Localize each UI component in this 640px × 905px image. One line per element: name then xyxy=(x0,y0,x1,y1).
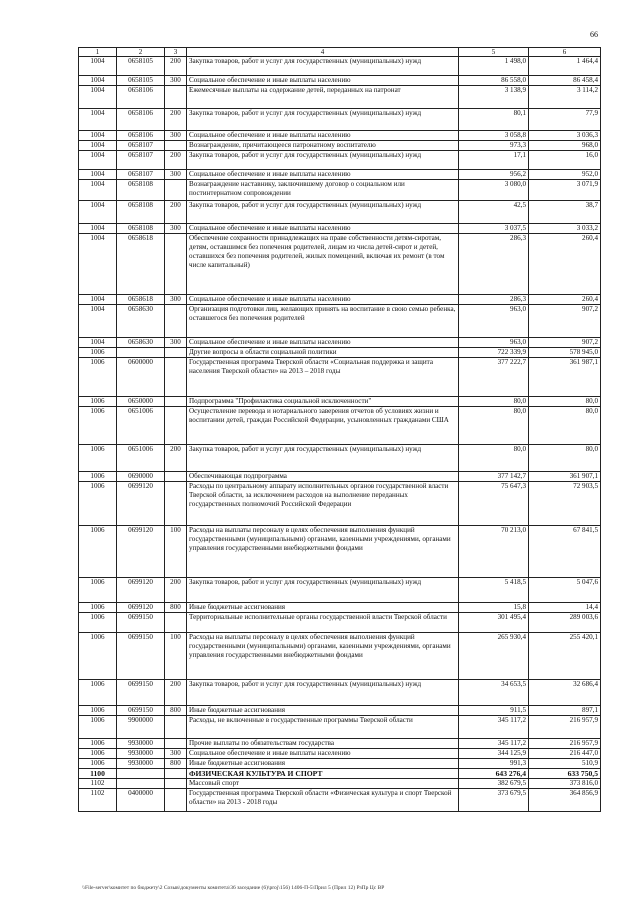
cell-expense-kind xyxy=(165,86,187,109)
cell-expense-kind xyxy=(165,613,187,633)
cell-section: 1004 xyxy=(79,141,117,151)
table-row xyxy=(79,295,601,305)
cell-amount-actual: 373 816,0 xyxy=(529,779,601,789)
table-row xyxy=(79,131,601,141)
cell-expense-kind: 200 xyxy=(165,445,187,472)
cell-amount-actual: 361 987,1 xyxy=(529,358,601,397)
cell-target-article xyxy=(117,769,165,779)
cell-description: Расходы по центральному аппарату исполнительных органов государственной власти Тверской области, за исключением расходов на выполнение переданных государственных полномочий Российской Федерации xyxy=(187,482,459,526)
cell-section: 1006 xyxy=(79,716,117,739)
cell-description: Вознаграждение, причитающееся патронатному воспитателю xyxy=(187,141,459,151)
table-header-row xyxy=(79,48,601,57)
cell-section: 1006 xyxy=(79,482,117,526)
page-number: 66 xyxy=(590,30,598,39)
table-row xyxy=(79,759,601,769)
cell-expense-kind xyxy=(165,716,187,739)
table-row xyxy=(79,338,601,348)
cell-description: Другие вопросы в области социальной политики xyxy=(187,348,459,358)
cell-section: 1004 xyxy=(79,234,117,295)
cell-amount-plan: 3 037,5 xyxy=(459,224,529,234)
cell-amount-actual: 216 447,0 xyxy=(529,749,601,759)
cell-target-article: 0658630 xyxy=(117,305,165,338)
cell-amount-actual: 16,0 xyxy=(529,151,601,170)
cell-section: 1006 xyxy=(79,613,117,633)
cell-amount-plan: 373 679,5 xyxy=(459,789,529,812)
cell-expense-kind xyxy=(165,779,187,789)
cell-description: Закупка товаров, работ и услуг для государственных (муниципальных) нужд xyxy=(187,109,459,131)
table-row xyxy=(79,789,601,812)
cell-amount-plan: 345 117,2 xyxy=(459,716,529,739)
cell-expense-kind xyxy=(165,348,187,358)
cell-target-article: 0699150 xyxy=(117,613,165,633)
cell-amount-plan: 75 647,3 xyxy=(459,482,529,526)
cell-section: 1004 xyxy=(79,295,117,305)
cell-description: Территориальные исполнительные органы государственной власти Тверской области xyxy=(187,613,459,633)
cell-target-article: 0699120 xyxy=(117,482,165,526)
cell-target-article: 9930000 xyxy=(117,739,165,749)
cell-expense-kind xyxy=(165,305,187,338)
cell-section: 1004 xyxy=(79,201,117,224)
cell-expense-kind xyxy=(165,482,187,526)
cell-target-article: 0658105 xyxy=(117,76,165,86)
col-header-amount-plan: 5 xyxy=(459,48,529,57)
cell-target-article: 0600000 xyxy=(117,358,165,397)
cell-target-article xyxy=(117,779,165,789)
cell-target-article: 0658108 xyxy=(117,224,165,234)
cell-description: Закупка товаров, работ и услуг для государственных (муниципальных) нужд xyxy=(187,201,459,224)
table-row xyxy=(79,86,601,109)
cell-amount-actual: 67 841,5 xyxy=(529,526,601,578)
cell-section: 1100 xyxy=(79,769,117,779)
cell-section: 1004 xyxy=(79,170,117,180)
cell-description: Массовый спорт xyxy=(187,779,459,789)
cell-expense-kind: 300 xyxy=(165,131,187,141)
cell-amount-plan: 5 418,5 xyxy=(459,578,529,603)
cell-expense-kind xyxy=(165,769,187,779)
cell-section: 1004 xyxy=(79,338,117,348)
cell-description: Социальное обеспечение и иные выплаты населению xyxy=(187,338,459,348)
table-row xyxy=(79,633,601,680)
cell-amount-plan: 973,3 xyxy=(459,141,529,151)
table-row xyxy=(79,680,601,706)
cell-description: Закупка товаров, работ и услуг для государственных (муниципальных) нужд xyxy=(187,151,459,170)
table-row xyxy=(79,603,601,613)
col-header-section: 1 xyxy=(79,48,117,57)
table-body xyxy=(79,57,601,812)
cell-expense-kind: 800 xyxy=(165,706,187,716)
table-row xyxy=(79,180,601,201)
cell-amount-actual: 952,0 xyxy=(529,170,601,180)
cell-amount-plan: 42,5 xyxy=(459,201,529,224)
table-row xyxy=(79,482,601,526)
cell-target-article: 0650000 xyxy=(117,397,165,407)
table-row xyxy=(79,578,601,603)
table-row xyxy=(79,141,601,151)
table-row xyxy=(79,348,601,358)
cell-expense-kind xyxy=(165,358,187,397)
cell-amount-actual: 260,4 xyxy=(529,234,601,295)
cell-expense-kind: 200 xyxy=(165,680,187,706)
cell-section: 1006 xyxy=(79,358,117,397)
cell-description: Расходы на выплаты персоналу в целях обеспечения выполнения функций государственными (муниципальными) органами, казенными учреждениями, органами управления государственными внебюджетными фондами xyxy=(187,633,459,680)
cell-target-article: 0400000 xyxy=(117,789,165,812)
cell-amount-plan: 286,3 xyxy=(459,234,529,295)
cell-target-article: 0658106 xyxy=(117,86,165,109)
cell-expense-kind: 300 xyxy=(165,224,187,234)
cell-description: Обеспечивающая подпрограмма xyxy=(187,472,459,482)
cell-description: Расходы на выплаты персоналу в целях обеспечения выполнения функций государственными (муниципальными) органами, казенными учреждениями, органами управления государственными внебюджетными фондами xyxy=(187,526,459,578)
table-row xyxy=(79,234,601,295)
cell-expense-kind: 300 xyxy=(165,338,187,348)
cell-section: 1006 xyxy=(79,348,117,358)
cell-target-article xyxy=(117,348,165,358)
cell-target-article: 0658107 xyxy=(117,151,165,170)
cell-amount-plan: 1 498,0 xyxy=(459,57,529,76)
cell-description: Осуществление перевода и нотариального заверения отчетов об условиях жизни и воспитании детей, граждан Российской Федерации, усыновленных гражданами США xyxy=(187,407,459,445)
cell-target-article: 0658108 xyxy=(117,201,165,224)
cell-amount-plan: 17,1 xyxy=(459,151,529,170)
cell-amount-actual: 260,4 xyxy=(529,295,601,305)
cell-description: Иные бюджетные ассигнования xyxy=(187,603,459,613)
cell-target-article: 0658106 xyxy=(117,109,165,131)
cell-section: 1006 xyxy=(79,706,117,716)
cell-amount-actual: 897,1 xyxy=(529,706,601,716)
cell-amount-actual: 5 047,6 xyxy=(529,578,601,603)
cell-amount-actual: 80,0 xyxy=(529,397,601,407)
cell-target-article: 0699150 xyxy=(117,680,165,706)
cell-expense-kind: 800 xyxy=(165,603,187,613)
cell-description: Расходы, не включенные в государственные программы Тверской области xyxy=(187,716,459,739)
col-header-target: 2 xyxy=(117,48,165,57)
cell-target-article: 0658618 xyxy=(117,295,165,305)
cell-target-article: 0651006 xyxy=(117,445,165,472)
cell-expense-kind: 300 xyxy=(165,749,187,759)
cell-amount-plan: 286,3 xyxy=(459,295,529,305)
cell-amount-actual: 578 945,0 xyxy=(529,348,601,358)
file-path-footer: \\File-server\комитет по бюджету\2 Созыв\документы комитета\36 заседание (6)\proj\156) 1406-П-5\Прил 5 (Прил 12) РзПр Цс ВР xyxy=(82,885,385,891)
cell-expense-kind: 300 xyxy=(165,295,187,305)
cell-target-article: 0699150 xyxy=(117,706,165,716)
cell-description: Социальное обеспечение и иные выплаты населению xyxy=(187,131,459,141)
cell-target-article: 0690000 xyxy=(117,472,165,482)
cell-expense-kind xyxy=(165,397,187,407)
cell-amount-actual: 907,2 xyxy=(529,305,601,338)
cell-amount-plan: 344 125,9 xyxy=(459,749,529,759)
cell-target-article: 9900000 xyxy=(117,716,165,739)
cell-amount-actual: 216 957,9 xyxy=(529,739,601,749)
cell-section: 1004 xyxy=(79,305,117,338)
table-row xyxy=(79,305,601,338)
cell-description: Социальное обеспечение и иные выплаты населению xyxy=(187,224,459,234)
cell-amount-plan: 991,3 xyxy=(459,759,529,769)
cell-amount-actual: 255 420,1 xyxy=(529,633,601,680)
cell-amount-plan: 722 339,9 xyxy=(459,348,529,358)
cell-expense-kind xyxy=(165,739,187,749)
cell-description: Социальное обеспечение и иные выплаты населению xyxy=(187,295,459,305)
cell-target-article: 0658107 xyxy=(117,141,165,151)
table-row xyxy=(79,526,601,578)
cell-section: 1006 xyxy=(79,578,117,603)
cell-amount-plan: 911,5 xyxy=(459,706,529,716)
cell-expense-kind xyxy=(165,141,187,151)
cell-amount-plan: 643 276,4 xyxy=(459,769,529,779)
cell-description: Социальное обеспечение и иные выплаты населению xyxy=(187,170,459,180)
table-row xyxy=(79,76,601,86)
cell-target-article: 0658108 xyxy=(117,180,165,201)
table-row xyxy=(79,151,601,170)
cell-amount-plan: 80,1 xyxy=(459,109,529,131)
cell-amount-plan: 3 138,9 xyxy=(459,86,529,109)
cell-target-article: 0658107 xyxy=(117,170,165,180)
cell-description: Закупка товаров, работ и услуг для государственных (муниципальных) нужд xyxy=(187,578,459,603)
cell-description: Социальное обеспечение и иные выплаты населению xyxy=(187,76,459,86)
cell-amount-actual: 3 071,9 xyxy=(529,180,601,201)
cell-expense-kind: 200 xyxy=(165,109,187,131)
cell-expense-kind: 200 xyxy=(165,57,187,76)
cell-description: Ежемесячные выплаты на содержание детей, переданных на патронат xyxy=(187,86,459,109)
cell-section: 1006 xyxy=(79,407,117,445)
cell-description: Социальное обеспечение и иные выплаты населению xyxy=(187,749,459,759)
table-row xyxy=(79,57,601,76)
cell-expense-kind xyxy=(165,407,187,445)
cell-description: Государственная программа Тверской области «Социальная поддержка и защита населения Тверской области» на 2013 – 2018 годы xyxy=(187,358,459,397)
table-row xyxy=(79,201,601,224)
cell-amount-actual: 364 856,9 xyxy=(529,789,601,812)
cell-expense-kind: 300 xyxy=(165,76,187,86)
cell-amount-plan: 345 117,2 xyxy=(459,739,529,749)
cell-section: 1006 xyxy=(79,526,117,578)
cell-expense-kind: 200 xyxy=(165,201,187,224)
cell-amount-plan: 963,0 xyxy=(459,338,529,348)
cell-section: 1006 xyxy=(79,445,117,472)
cell-expense-kind: 300 xyxy=(165,170,187,180)
table-row xyxy=(79,445,601,472)
cell-amount-actual: 907,2 xyxy=(529,338,601,348)
cell-amount-actual: 86 458,4 xyxy=(529,76,601,86)
cell-target-article: 0658630 xyxy=(117,338,165,348)
cell-amount-plan: 265 930,4 xyxy=(459,633,529,680)
table-row xyxy=(79,397,601,407)
cell-target-article: 0699120 xyxy=(117,578,165,603)
col-header-kind: 3 xyxy=(165,48,187,57)
cell-target-article: 0658618 xyxy=(117,234,165,295)
table-row xyxy=(79,706,601,716)
cell-amount-plan: 956,2 xyxy=(459,170,529,180)
cell-section: 1004 xyxy=(79,109,117,131)
cell-description: Прочие выплаты по обязательствам государства xyxy=(187,739,459,749)
cell-description: Иные бюджетные ассигнования xyxy=(187,759,459,769)
cell-section: 1006 xyxy=(79,633,117,680)
cell-section: 1004 xyxy=(79,151,117,170)
cell-section: 1006 xyxy=(79,397,117,407)
cell-expense-kind: 200 xyxy=(165,578,187,603)
cell-target-article: 9930000 xyxy=(117,759,165,769)
cell-description: Подпрограмма "Профилактика социальной исключенности" xyxy=(187,397,459,407)
cell-description: Иные бюджетные ассигнования xyxy=(187,706,459,716)
cell-target-article: 0651006 xyxy=(117,407,165,445)
cell-amount-plan: 377 142,7 xyxy=(459,472,529,482)
cell-amount-actual: 72 903,5 xyxy=(529,482,601,526)
cell-expense-kind xyxy=(165,789,187,812)
table-row xyxy=(79,779,601,789)
cell-amount-plan: 86 558,0 xyxy=(459,76,529,86)
cell-target-article: 9930000 xyxy=(117,749,165,759)
cell-amount-actual: 510,9 xyxy=(529,759,601,769)
col-header-amount-actual: 6 xyxy=(529,48,601,57)
table-row xyxy=(79,170,601,180)
cell-amount-plan: 15,8 xyxy=(459,603,529,613)
table-row xyxy=(79,109,601,131)
cell-amount-actual: 633 750,5 xyxy=(529,769,601,779)
cell-amount-plan: 80,0 xyxy=(459,445,529,472)
cell-expense-kind: 100 xyxy=(165,633,187,680)
cell-amount-plan: 963,0 xyxy=(459,305,529,338)
cell-section: 1004 xyxy=(79,180,117,201)
cell-section: 1006 xyxy=(79,739,117,749)
cell-amount-plan: 3 058,8 xyxy=(459,131,529,141)
cell-description: Обеспечение сохранности принадлежащих на праве собственности детям-сиротам, детям, оставшимся без попечения родителей, лицам из числа детей-сирот и детей, оставшихся без попечения родителей, жилых помещений, включая их ремонт (в том числе капитальный) xyxy=(187,234,459,295)
cell-description: Государственная программа Тверской области «Физическая культура и спорт Тверской области» на 2013 - 2018 годы xyxy=(187,789,459,812)
cell-amount-actual: 77,9 xyxy=(529,109,601,131)
cell-section: 1004 xyxy=(79,57,117,76)
table-row xyxy=(79,716,601,739)
cell-section: 1004 xyxy=(79,76,117,86)
cell-amount-actual: 32 686,4 xyxy=(529,680,601,706)
cell-amount-plan: 70 213,0 xyxy=(459,526,529,578)
cell-amount-actual: 80,0 xyxy=(529,407,601,445)
cell-amount-plan: 80,0 xyxy=(459,407,529,445)
cell-amount-plan: 80,0 xyxy=(459,397,529,407)
cell-section: 1006 xyxy=(79,759,117,769)
cell-section: 1102 xyxy=(79,779,117,789)
cell-amount-plan: 377 222,7 xyxy=(459,358,529,397)
table-row xyxy=(79,407,601,445)
cell-description: Вознаграждение наставнику, заключившему договор о социальном или постинтернатном сопровождении xyxy=(187,180,459,201)
cell-section: 1006 xyxy=(79,603,117,613)
col-header-description: 4 xyxy=(187,48,459,57)
cell-description: Закупка товаров, работ и услуг для государственных (муниципальных) нужд xyxy=(187,445,459,472)
cell-target-article: 0699120 xyxy=(117,526,165,578)
cell-amount-actual: 361 907,1 xyxy=(529,472,601,482)
cell-amount-actual: 216 957,9 xyxy=(529,716,601,739)
cell-amount-actual: 968,0 xyxy=(529,141,601,151)
table-row xyxy=(79,749,601,759)
cell-target-article: 0658105 xyxy=(117,57,165,76)
cell-expense-kind xyxy=(165,234,187,295)
cell-amount-actual: 3 114,2 xyxy=(529,86,601,109)
cell-amount-actual: 38,7 xyxy=(529,201,601,224)
cell-amount-plan: 3 080,0 xyxy=(459,180,529,201)
table-row xyxy=(79,769,601,779)
cell-amount-plan: 34 653,5 xyxy=(459,680,529,706)
table-row xyxy=(79,358,601,397)
budget-table xyxy=(78,47,601,812)
cell-description: ФИЗИЧЕСКАЯ КУЛЬТУРА И СПОРТ xyxy=(187,769,459,779)
table-row xyxy=(79,224,601,234)
cell-expense-kind: 200 xyxy=(165,151,187,170)
cell-section: 1004 xyxy=(79,224,117,234)
cell-section: 1006 xyxy=(79,680,117,706)
cell-amount-actual: 1 464,4 xyxy=(529,57,601,76)
cell-description: Закупка товаров, работ и услуг для государственных (муниципальных) нужд xyxy=(187,57,459,76)
table-row xyxy=(79,472,601,482)
cell-amount-plan: 301 495,4 xyxy=(459,613,529,633)
cell-target-article: 0699120 xyxy=(117,603,165,613)
cell-section: 1006 xyxy=(79,472,117,482)
cell-expense-kind xyxy=(165,472,187,482)
cell-expense-kind xyxy=(165,180,187,201)
table-row xyxy=(79,613,601,633)
cell-expense-kind: 800 xyxy=(165,759,187,769)
cell-target-article: 0658106 xyxy=(117,131,165,141)
cell-section: 1004 xyxy=(79,86,117,109)
cell-description: Организация подготовки лиц, желающих принять на воспитание в свою семью ребенка, оставшегося без попечения родителей xyxy=(187,305,459,338)
cell-section: 1004 xyxy=(79,131,117,141)
cell-target-article: 0699150 xyxy=(117,633,165,680)
cell-amount-actual: 14,4 xyxy=(529,603,601,613)
cell-expense-kind: 100 xyxy=(165,526,187,578)
cell-section: 1006 xyxy=(79,749,117,759)
table-row xyxy=(79,739,601,749)
cell-amount-actual: 3 036,3 xyxy=(529,131,601,141)
cell-amount-actual: 3 033,2 xyxy=(529,224,601,234)
cell-amount-actual: 289 003,6 xyxy=(529,613,601,633)
cell-description: Закупка товаров, работ и услуг для государственных (муниципальных) нужд xyxy=(187,680,459,706)
cell-amount-actual: 80,0 xyxy=(529,445,601,472)
cell-amount-plan: 382 679,5 xyxy=(459,779,529,789)
cell-section: 1102 xyxy=(79,789,117,812)
